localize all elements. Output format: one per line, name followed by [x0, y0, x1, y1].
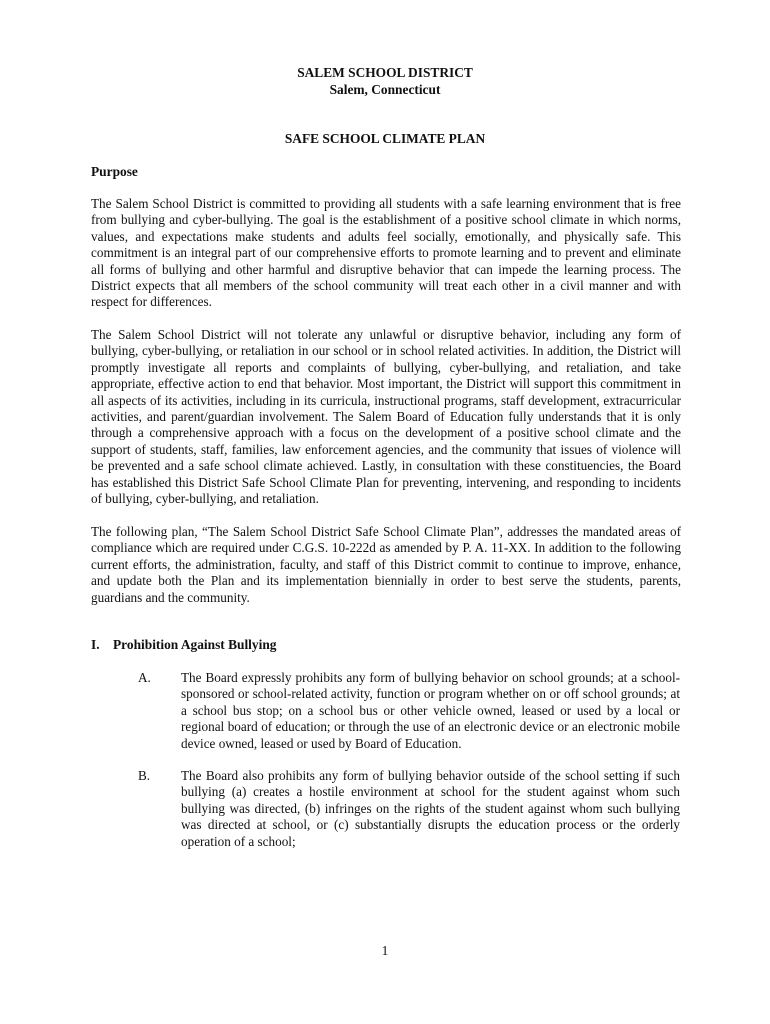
purpose-paragraph-2: The Salem School District will not tolerate any unlawful or disruptive behavior, including any form of bullying, cyber-bullying, or retaliation in our school or in school related activities. In addition, the District will promptly investigate all reports and complaints of bullying, cyber-bullying, and retaliation, and take appropriate, effective action to end that behavior. Most important, the District will support this commitment in all aspects of its activities, including in its curricula, instructional programs, staff development, extracurricular activities, and parent/guardian involvement. The Salem Board of Education fully understands that it is only through a comprehensive approach with a focus on the development of a positive school climate and the support of students, staff, families, law enforcement agencies, and the community that issues of violence will be prevented and a safe school climate achieved. Lastly, in consultation with these constituencies, the Board has established this District Safe School Climate Plan for preventing, intervening, and responding to incidents of bullying, cyber-bullying, and retaliation.	[91, 327, 681, 507]
item-b-text: The Board also prohibits any form of bullying behavior outside of the school setting if such bullying (a) creates a hostile environment at school for the student against whom such bullying was directed, (b) infringes on the rights of the student against whom such bullying was directed at school, or (c) substantially disrupts the education process or the orderly operation of a school;	[181, 768, 680, 849]
plan-title: SAFE SCHOOL CLIMATE PLAN	[284, 131, 486, 146]
district-name: SALEM SCHOOL DISTRICT	[297, 65, 473, 80]
page-number: 1	[381, 943, 389, 958]
section-one-number: I.	[91, 637, 100, 652]
purpose-paragraph-3: The following plan, “The Salem School District Safe School Climate Plan”, addresses the mandated areas of compliance which are required under C.G.S. 10-222d as amended by P. A. 11-XX. In addition to the following current efforts, the administration, faculty, and staff of this District commit to continue to improve, enhance, and update both the Plan and its implementation biennially in order to best serve the students, parents, guardians and the community.	[91, 524, 681, 605]
purpose-heading: Purpose	[91, 164, 138, 179]
item-a-text: The Board expressly prohibits any form of bullying behavior on school grounds; at a school-sponsored or school-related activity, function or program whether on or off school grounds; at a school bus stop; on a school bus or other vehicle owned, leased or used by a local or regional board of education; or through the use of an electronic device or an electronic mobile device owned, leased or used by Board of Education.	[181, 670, 680, 751]
item-b-letter: B.	[138, 768, 151, 783]
item-a-letter: A.	[138, 670, 151, 685]
section-one-title: Prohibition Against Bullying	[113, 637, 277, 652]
district-location: Salem, Connecticut	[329, 82, 441, 97]
purpose-paragraph-1: The Salem School District is committed to providing all students with a safe learning environment that is free from bullying and cyber-bullying. The goal is the establishment of a positive school climate in which norms, values, and expectations make students and adults feel socially, emotionally, and physically safe. This commitment is an integral part of our comprehensive efforts to promote learning and to prevent and eliminate all forms of bullying and other harmful and disruptive behavior that can impede the learning process. The District expects that all members of the school community will treat each other in a civil manner and with respect for differences.	[91, 196, 681, 310]
section-one-heading	[91, 637, 276, 653]
